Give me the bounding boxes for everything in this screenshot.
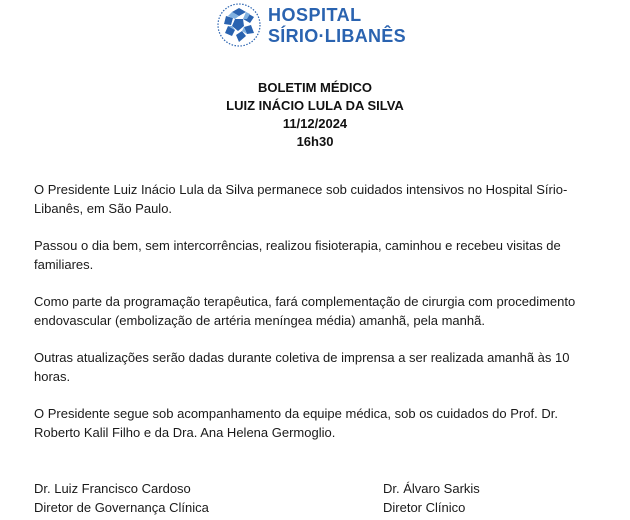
logo-line-hospital: HOSPITAL xyxy=(268,4,362,25)
signature-role: Diretor Clínico xyxy=(383,500,466,515)
paragraph-procedure: Como parte da programação terapêutica, fará complementação de cirurgia com procedimento endovascular (embolização de artéria meníngea média) amanhã, pela manhã. xyxy=(34,294,576,328)
paragraph-updates: Outras atualizações serão dadas durante coletiva de imprensa a ser realizada amanhã às 10 horas. xyxy=(34,350,570,384)
bulletin-date: 11/12/2024 xyxy=(282,116,348,131)
signature-left xyxy=(34,479,209,517)
paragraph-care-team: O Presidente segue sob acompanhamento da equipe médica, sob os cuidados do Prof. Dr. Roberto Kalil Filho e da Dra. Ana Helena Germoglio. xyxy=(34,406,558,440)
signature-name: Dr. Luiz Francisco Cardoso xyxy=(34,481,191,496)
paragraph-status: O Presidente Luiz Inácio Lula da Silva permanece sob cuidados intensivos no Hospital Sírio-Libanês, em São Paulo. xyxy=(34,182,568,216)
hospital-emblem-icon xyxy=(216,2,262,48)
paragraph-day: Passou o dia bem, sem intercorrências, realizou fisioterapia, caminhou e recebeu visitas de familiares. xyxy=(34,238,561,272)
bulletin-body xyxy=(34,180,594,460)
patient-name: LUIZ INÁCIO LULA DA SILVA xyxy=(226,98,404,113)
bulletin-time: 16h30 xyxy=(296,134,334,149)
bulletin-title: BOLETIM MÉDICO xyxy=(257,80,373,95)
hospital-logo xyxy=(216,2,406,48)
logo-line-sirio-libanes: SÍRIO·LIBANÊS xyxy=(268,25,406,46)
signature-role: Diretor de Governança Clínica xyxy=(34,500,209,515)
logo-wordmark xyxy=(268,6,406,45)
signature-right xyxy=(383,479,480,517)
bulletin-heading xyxy=(0,79,630,151)
signature-name: Dr. Álvaro Sarkis xyxy=(383,481,480,496)
